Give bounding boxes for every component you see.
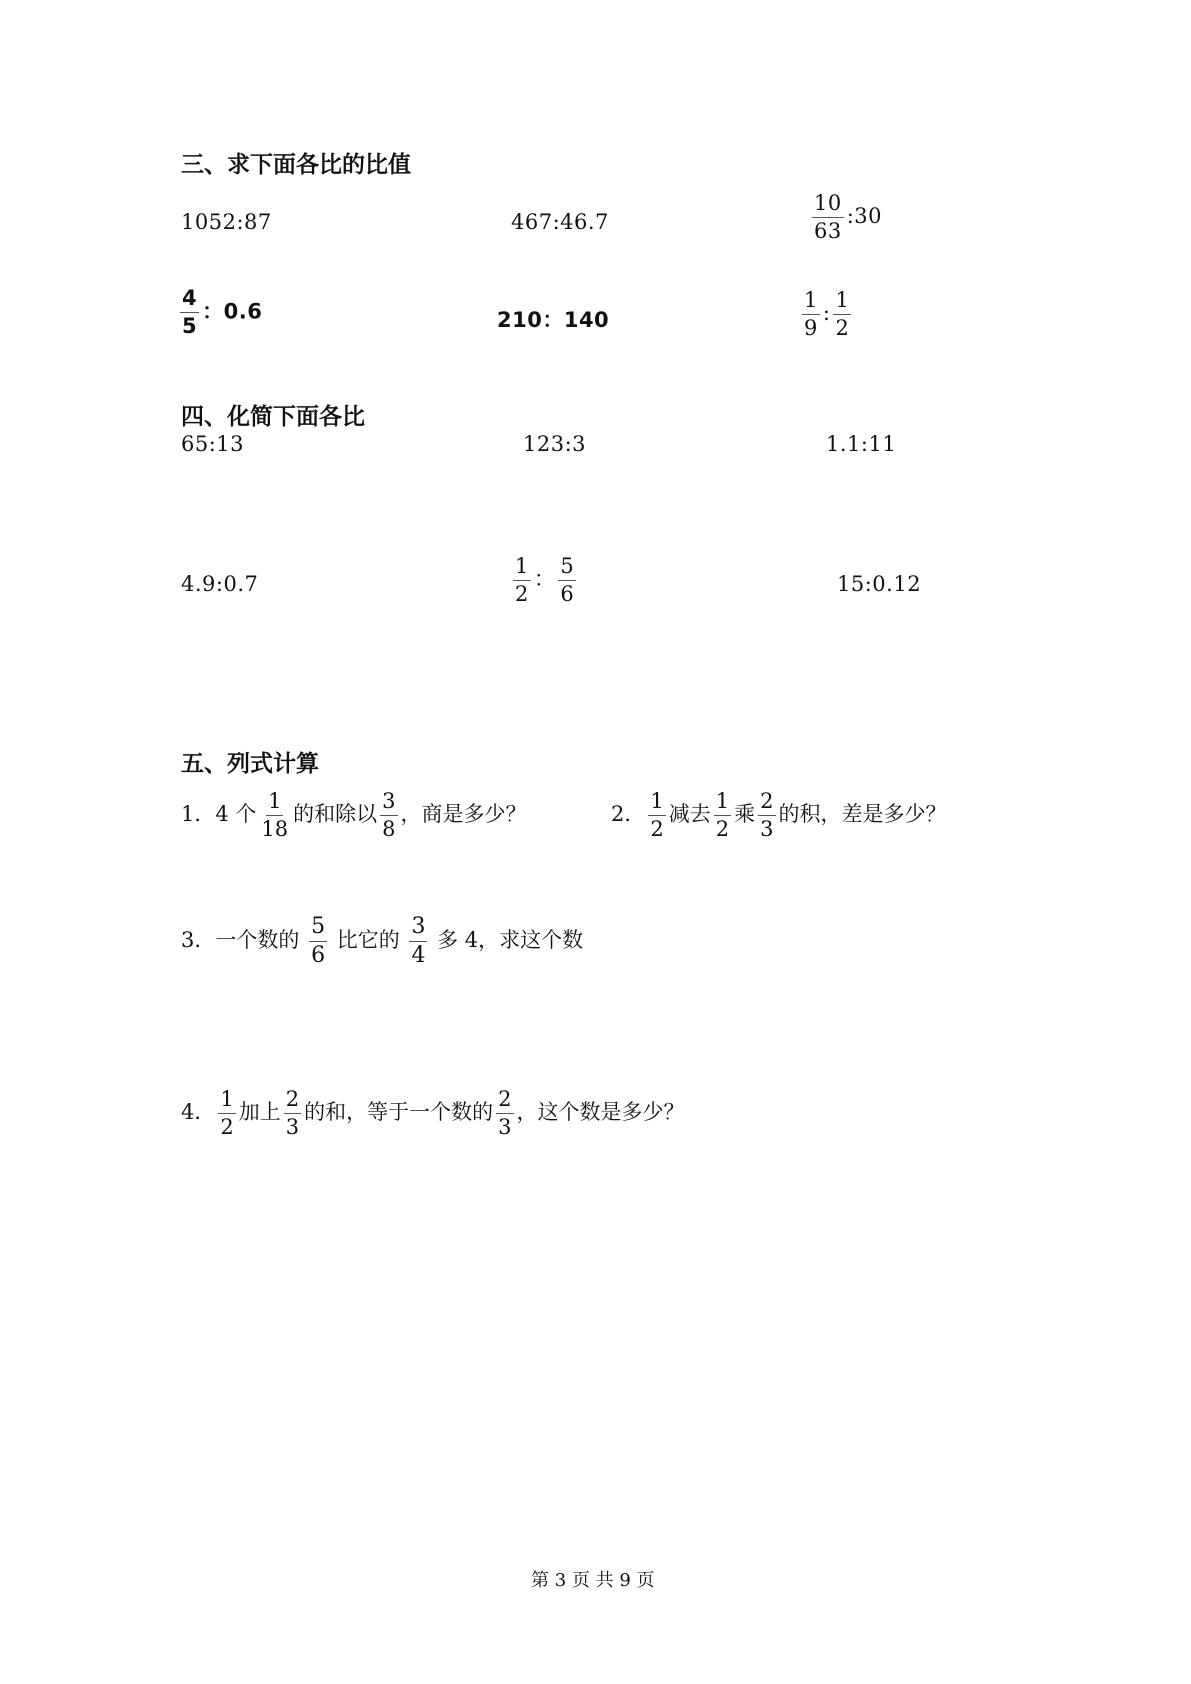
section-5-title: 五、列式计算: [181, 751, 319, 777]
question-text: ，商是多少？: [400, 802, 527, 826]
fraction-numerator: 3: [380, 791, 397, 816]
fraction-numerator: 1: [266, 791, 283, 816]
fraction: [648, 791, 665, 840]
fraction-numerator: 3: [409, 916, 427, 942]
fraction: [833, 290, 851, 339]
question-text: 减去: [668, 802, 711, 826]
simplify-expr-4.9-0.7: 4.9:0.7: [181, 572, 259, 596]
fraction: [409, 916, 427, 967]
fraction-denominator: 2: [220, 1115, 234, 1139]
ratio-expr-4-5-0.6: [177, 288, 262, 337]
fraction-denominator: 63: [814, 219, 842, 243]
fraction-denominator: 6: [560, 582, 575, 606]
question-text: 的和，等于一个数的: [304, 1100, 494, 1124]
fraction-denominator: 18: [261, 817, 289, 841]
fraction-numerator: 1: [513, 556, 531, 581]
ratio-rest: ：0.6: [202, 299, 263, 324]
fraction-denominator: 9: [804, 316, 818, 340]
fraction: [513, 556, 531, 605]
fraction: [812, 193, 844, 242]
ratio-separator: ：: [533, 567, 556, 591]
fraction: [309, 916, 327, 967]
question-text: 2．: [611, 802, 646, 826]
fraction-denominator: 4: [411, 943, 426, 968]
fraction-denominator: 3: [498, 1115, 512, 1139]
fraction-denominator: 2: [515, 582, 529, 606]
fraction-numerator: 1: [648, 791, 665, 816]
fraction-denominator: 8: [382, 817, 396, 841]
ratio-rest: :30: [846, 204, 883, 228]
simplify-expr-1.1-11: 1.1:11: [826, 432, 897, 456]
question-text: 1．4 个: [181, 802, 257, 826]
fraction-denominator: 3: [760, 817, 774, 841]
fraction: [496, 1089, 513, 1138]
simplify-expr-65-13: 65:13: [181, 432, 245, 456]
fraction: [758, 791, 775, 840]
ratio-expr-467-46.7: 467:46.7: [511, 210, 609, 234]
ratio-expr-1-9-1-2: [799, 290, 854, 339]
section-3-title: 三、求下面各比的比值: [181, 152, 411, 178]
fraction-numerator: 10: [812, 193, 844, 218]
fraction-numerator: 1: [218, 1089, 235, 1114]
fraction-numerator: 5: [558, 556, 576, 581]
ratio-expr-210-140: 210：140: [497, 308, 610, 332]
question-text: 4．: [181, 1100, 216, 1124]
simplify-expr-123-3: 123:3: [523, 432, 587, 456]
fraction-denominator: 2: [835, 316, 850, 340]
fraction-denominator: 2: [715, 817, 730, 841]
fraction-numerator: 2: [758, 791, 775, 816]
fraction: [714, 791, 731, 840]
fraction-denominator: 2: [650, 817, 664, 841]
fraction-numerator: 5: [309, 916, 327, 942]
fraction: [558, 556, 576, 605]
page-number-footer: 第 3 页 共 9 页: [531, 1570, 655, 1591]
question-4: [181, 1089, 685, 1138]
fraction: [284, 1089, 301, 1138]
question-1: [181, 791, 527, 840]
fraction-numerator: 1: [833, 290, 851, 315]
question-3: [181, 916, 583, 967]
fraction-numerator: 1: [714, 791, 731, 816]
fraction: [218, 1089, 235, 1138]
fraction-numerator: 4: [180, 288, 199, 313]
fraction-numerator: 2: [284, 1089, 301, 1114]
simplify-expr-15-0.12: 15:0.12: [837, 572, 922, 596]
ratio-expr-10-63-30: [809, 193, 882, 242]
question-2: [611, 791, 947, 840]
simplify-expr-1-2-5-6: [510, 556, 579, 605]
fraction: [259, 791, 290, 840]
ratio-expr-1052-87: 1052:87: [181, 210, 272, 234]
question-text: 比它的: [336, 928, 400, 952]
question-text: 乘: [734, 802, 756, 826]
question-text: ，这个数是多少？: [516, 1100, 685, 1124]
question-text: 多 4，求这个数: [437, 928, 584, 952]
fraction-denominator: 3: [285, 1115, 300, 1139]
fraction-denominator: 6: [311, 943, 326, 968]
question-text: 加上: [238, 1100, 281, 1124]
ratio-separator: :: [822, 301, 831, 325]
question-text: 的积，差是多少？: [778, 802, 947, 826]
fraction-numerator: 1: [802, 290, 820, 315]
fraction-numerator: 2: [496, 1089, 513, 1114]
fraction: [802, 290, 820, 339]
fraction: [380, 791, 397, 840]
question-text: 3．一个数的: [181, 928, 300, 952]
question-text: 的和除以: [293, 802, 378, 826]
fraction: [180, 288, 199, 337]
section-4-title: 四、化简下面各比: [181, 404, 365, 430]
fraction-denominator: 5: [182, 314, 198, 338]
